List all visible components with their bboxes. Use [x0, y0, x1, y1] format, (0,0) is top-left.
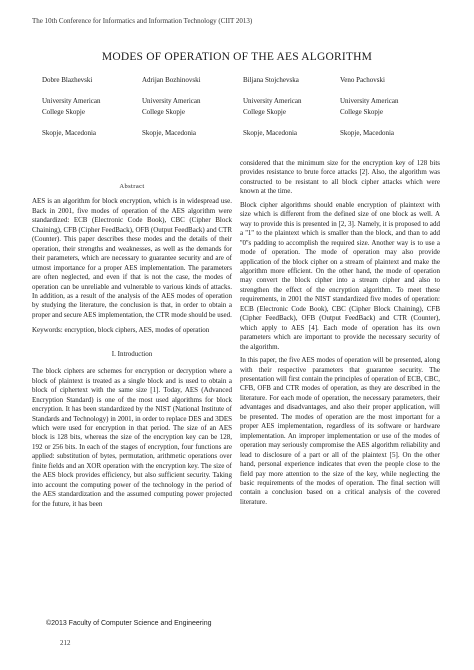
author-name: Adrijan Bozhinovski	[142, 76, 201, 84]
left-column	[32, 182, 232, 513]
right-column	[240, 159, 440, 511]
paragraph: considered that the minimum size for the encryption key of 128 bits provides resistance to brute force attacks [2]. Also, the algorithm was constructed to be resistant to all block cipher attacks which were known at the time.	[240, 159, 440, 196]
author-affiliation: University American	[142, 97, 201, 105]
author-location: Skopje, Macedonia	[243, 129, 298, 137]
author-location: Skopje, Macedonia	[142, 129, 197, 137]
author-location: Skopje, Macedonia	[340, 129, 395, 137]
intro-paragraph: The block ciphers are schemes for encryption or decryption where a block of plaintext is treated as a single block and is used to obtain a block of ciphertext with the same size [1]. Today, AES (Advanced Encryption Standard) is one of the most used algorithms for block encryption. It has been standardized by the NIST (National Institute of Standards and Technology) in 2001, in order to replace DES and 3DES which were used for encryption in that period. The size of an AES block is 128 bits, whereas the size of the encryption key can be 128, 192 or 256 bits. In each of the stages of encryption, four functions are applied: substitution of bytes, permutation, arithmetic operations over finite fields and an XOR operation with the encryption key. The size of the AES block provides efficiency, but also sufficient security. Taking into account the computing power of the technology in the period of the AES standardization and the assumed computing power projected for the future, it has been	[32, 367, 232, 508]
author-block-2	[142, 75, 242, 139]
paragraph: Block cipher algorithms should enable encryption of plaintext with size which is different from the defined size of one block as well. A way to provide this is presented in [2, 3]. Namely, it is proposed to add a ''1'' to the plaintext which is smaller than the block, and than to add ''0''s padding to accomplish the required size. Another way is to use a mode of operation. The mode of operation may also provide application of the block cipher on a stream of plaintext and make the algorithm more efficient. On the other hand, the mode of operation may convert the block cipher into a stream cipher and also to strengthen the effect of the encryption algorithm. To meet these requirements, in 2001 the NIST standardized five modes of operation: ECB (Electronic Code Book), CBC (Cipher Block Chaining), CFB (Cipher FeedBack), OFB (Output FeedBack) and CTR (Counter), which apply to AES [4]. Each mode of operation has its own parameters which are important to provide the necessary security of the algorithm.	[240, 200, 440, 351]
author-location: Skopje, Macedonia	[42, 129, 97, 137]
author-affiliation: College Skopje	[142, 108, 185, 116]
author-block-4	[340, 75, 440, 139]
author-affiliation: College Skopje	[340, 108, 383, 116]
author-affiliation: University American	[243, 97, 302, 105]
author-affiliation: University American	[42, 97, 101, 105]
author-affiliation: University American	[340, 97, 399, 105]
keywords: Keywords: encryption, block ciphers, AES, modes of operation	[32, 326, 210, 335]
page-number: 212	[60, 639, 71, 647]
author-name: Biljana Stojchevska	[243, 76, 299, 84]
abstract-text: AES is an algorithm for block encryption, which is in widespread use. Back in 2001, five modes of operation of the AES algorithm were standardized: ECB (Electronic Code Book), CBC (Cipher Block Chaining), CFB (Cipher FeedBack), OFB (Output FeedBack) and CTR (Counter). This paper describes these modes and the details of their operation, their strengths and weaknesses, as well as the demands for their parameters, which are necessary to guarantee security and are of utmost importance for a proper AES implementation. The parameters are often neglected, and even if that is not the case, the modes of operation can be unreliable and vulnerable to various kinds of attacks. In addition, as a result of the analysis of the AES modes of operation by studying the literature, the conclusion is that, in order to obtain a proper and secure AES implementation, the CTR mode should be used.	[32, 197, 232, 319]
author-affiliation: College Skopje	[243, 108, 286, 116]
section-heading-introduction: I. Introduction	[111, 349, 153, 358]
author-block-1	[42, 75, 142, 139]
abstract-heading: Abstract	[119, 183, 145, 190]
author-name: Veno Pachovski	[340, 76, 385, 84]
paper-title: MODES OF OPERATION OF THE AES ALGORITHM	[101, 51, 373, 63]
author-block-3	[243, 75, 343, 139]
copyright-footer: ©2013 Faculty of Computer Science and Engineering	[46, 620, 212, 627]
author-affiliation: College Skopje	[42, 108, 85, 116]
conference-header: The 10th Conference for Informatics and Information Technology (CIIT 2013)	[32, 17, 253, 25]
author-name: Dobre Blazhevski	[42, 76, 93, 84]
paragraph: In this paper, the five AES modes of operation will be presented, along with their respective parameters that guarantee security. The presentation will first contain the principles of operation of ECB, CBC, CFB, OFB and CTR modes of operation, as they are described in the literature. For each mode of operation, the necessary parameters, their advantages and disadvantages, and also their proper application, will be presented. The modes of operation are the most important for a proper AES implementation, regardless of its software or hardware implementation. An improper implementation or use of the modes of operation may seriously compromise the AES algorithm reliability and lead to disclosure of a part or all of the plaintext [5]. On the other hand, personal experience indicates that even the people close to the field pay more attention to the size of the key, while neglecting the basic requirements of the modes of operation. The final section will contain a conclusion based on a critical analysis of the covered literature.	[240, 356, 440, 506]
